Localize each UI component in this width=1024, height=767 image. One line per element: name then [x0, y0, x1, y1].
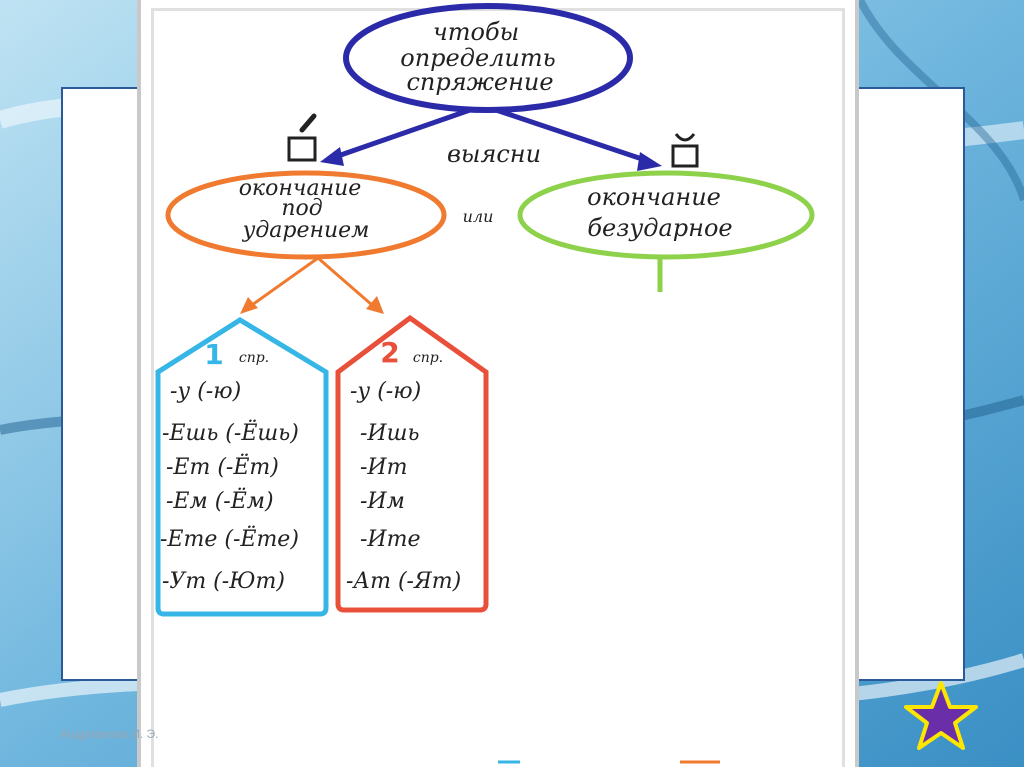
conj2-rows [346, 379, 461, 594]
left-node-line-3: ударением [242, 218, 370, 243]
conj1-abbr: спр. [238, 350, 270, 366]
conj2-row: -Ите [360, 527, 421, 552]
conj1-rows [160, 379, 299, 594]
author-footer: Андрианова И. Э. [60, 727, 159, 741]
top-node-line-1: чтобы [432, 18, 520, 46]
arrowhead-left [320, 147, 344, 166]
top-node-line-2: определить [400, 44, 556, 72]
stress-box-icon [289, 116, 315, 160]
conj2-row: -Ишь [360, 421, 420, 446]
conj1-number: 1 [204, 338, 224, 371]
conj1-row: -у (-ю) [170, 379, 242, 404]
left-node-line-1: окончание [238, 176, 362, 201]
or-label: или [462, 207, 494, 226]
arrowhead-right [637, 152, 662, 171]
orange-arrowhead-left [240, 297, 258, 314]
left-node-line-2: под [281, 196, 323, 221]
conj1-row: -Ете (-Ёте) [160, 527, 299, 552]
conj2-abbr: спр. [412, 350, 444, 366]
conj1-row: -Ут (-Ют) [162, 569, 285, 594]
conj1-row: -Ем (-Ём) [166, 489, 274, 514]
orange-arrow-left [252, 258, 318, 305]
right-node-line-1: окончание [587, 183, 721, 211]
top-node-line-3: спряжение [406, 68, 554, 96]
conj2-row: -Ат (-Ят) [346, 569, 462, 594]
conj2-row: -Им [360, 489, 405, 514]
conj2-row: -у (-ю) [350, 379, 422, 404]
conj2-row: -Ит [360, 455, 408, 480]
orange-arrowhead-right [366, 296, 384, 314]
conj1-row: -Ет (-Ёт) [166, 455, 279, 480]
breve-box-icon [673, 134, 697, 166]
mid-label: выясни [446, 140, 542, 168]
star-icon[interactable] [903, 680, 979, 752]
conj2-number: 2 [380, 336, 400, 369]
right-node-line-2: безударное [587, 214, 733, 242]
orange-arrow-right [318, 258, 372, 305]
conj1-row: -Ешь (-Ёшь) [162, 421, 299, 446]
